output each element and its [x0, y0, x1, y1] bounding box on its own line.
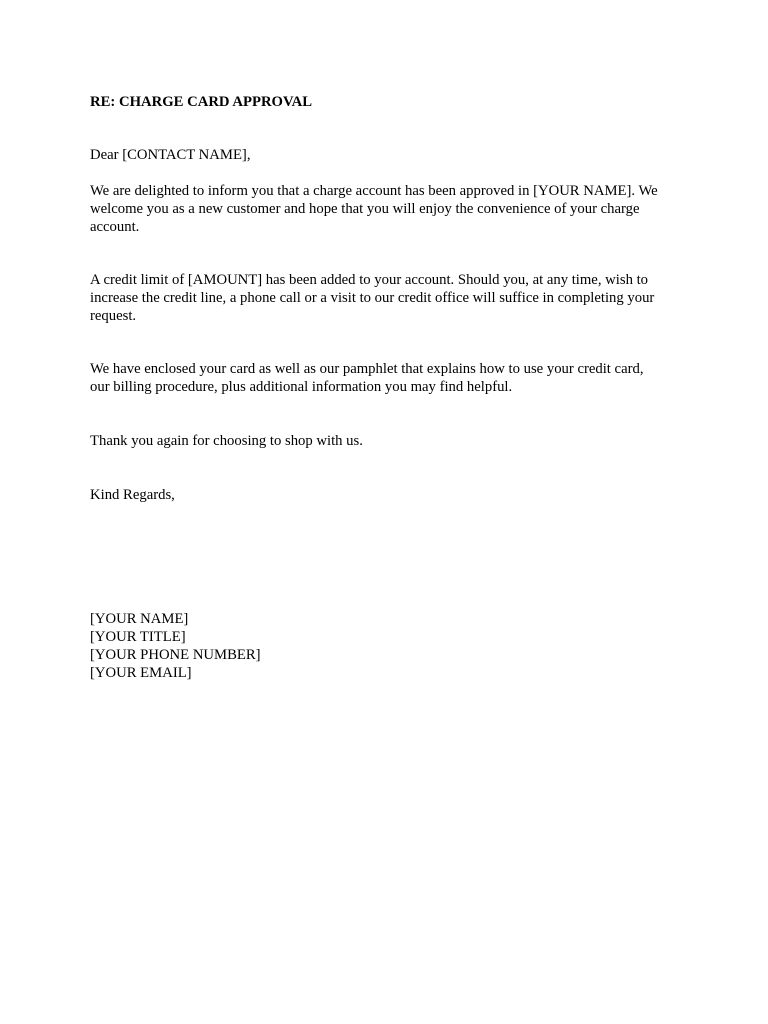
- paragraph-1-line-3: account.: [90, 219, 140, 235]
- paragraph-1-line-1: We are delighted to inform you that a charge account has been approved in [YOUR NAME]. We: [90, 183, 658, 199]
- signature-email: [YOUR EMAIL]: [90, 665, 192, 681]
- paragraph-2-line-2: increase the credit line, a phone call or a visit to our credit office will suffice in completing your: [90, 290, 655, 306]
- paragraph-2-line-1: A credit limit of [AMOUNT] has been added to your account. Should you, at any time, wish to: [90, 272, 649, 288]
- signature-title: [YOUR TITLE]: [90, 629, 186, 645]
- signature-name: [YOUR NAME]: [90, 611, 189, 627]
- paragraph-2-line-3: request.: [90, 308, 137, 324]
- letter-closing: Kind Regards,: [90, 487, 175, 503]
- paragraph-3-line-1: We have enclosed your card as well as our pamphlet that explains how to use your credit card,: [90, 361, 644, 377]
- signature-phone: [YOUR PHONE NUMBER]: [90, 647, 261, 663]
- paragraph-1-line-2: welcome you as a new customer and hope that you will enjoy the convenience of your charge: [90, 201, 640, 217]
- letter-subject: RE: CHARGE CARD APPROVAL: [90, 94, 313, 110]
- paragraph-3-line-2: our billing procedure, plus additional information you may find helpful.: [90, 379, 513, 395]
- paragraph-4: Thank you again for choosing to shop with us.: [90, 433, 363, 449]
- letter-salutation: Dear [CONTACT NAME],: [90, 147, 251, 163]
